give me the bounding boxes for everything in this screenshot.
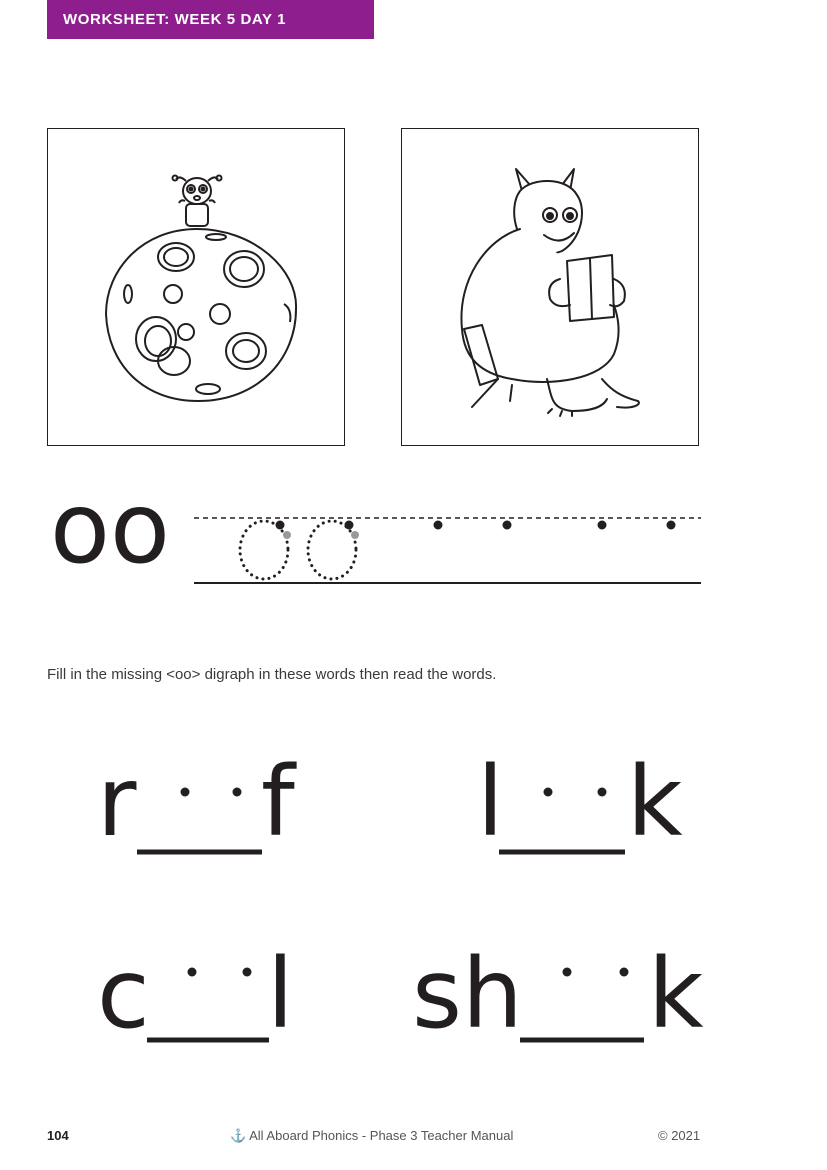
word-shook[interactable]	[412, 932, 712, 1066]
copyright: © 2021	[658, 1128, 701, 1143]
footer-title-wrap	[230, 1128, 513, 1144]
moon-alien-illustration	[48, 129, 346, 447]
blank-dot	[620, 968, 629, 977]
moon-alien-picture	[47, 128, 345, 446]
monster-reading-illustration	[402, 129, 700, 447]
word-start: c	[97, 938, 150, 1050]
blank-dot	[243, 968, 252, 977]
trace-letter-o	[240, 521, 288, 579]
start-dot	[667, 521, 676, 530]
direction-dot	[351, 531, 359, 539]
word-cool[interactable]	[97, 932, 317, 1066]
worksheet-title: WORKSHEET: WEEK 5 DAY 1	[63, 11, 287, 28]
word-start: sh	[412, 938, 523, 1050]
blank-dot	[598, 788, 607, 797]
monster-reading-picture	[401, 128, 699, 446]
blank-dot	[544, 788, 553, 797]
word-start: l	[477, 746, 504, 858]
word-end: k	[648, 938, 704, 1050]
start-dot	[434, 521, 443, 530]
blank-dot	[181, 788, 190, 797]
footer-title: All Aboard Phonics - Phase 3 Teacher Manual	[249, 1128, 514, 1143]
word-look[interactable]	[477, 740, 697, 884]
direction-dot	[283, 531, 291, 539]
word-roof[interactable]	[97, 740, 317, 884]
digraph-model: oo	[50, 472, 170, 586]
start-dot	[276, 521, 285, 530]
handwriting-trace-area[interactable]	[194, 508, 704, 588]
blank-dot	[188, 968, 197, 977]
start-dot	[598, 521, 607, 530]
word-start: r	[97, 746, 137, 858]
word-end: f	[261, 746, 295, 858]
start-dot	[345, 521, 354, 530]
trace-letter-o	[308, 521, 356, 579]
page-number: 104	[47, 1128, 69, 1143]
blank-dot	[563, 968, 572, 977]
worksheet-title-bar	[47, 0, 374, 39]
instruction-text: Fill in the missing <oo> digraph in these words then read the words.	[47, 666, 497, 683]
start-dot	[503, 521, 512, 530]
word-end: l	[267, 938, 294, 1050]
anchor-icon: ⚓	[230, 1128, 247, 1143]
word-end: k	[627, 746, 683, 858]
blank-dot	[233, 788, 242, 797]
